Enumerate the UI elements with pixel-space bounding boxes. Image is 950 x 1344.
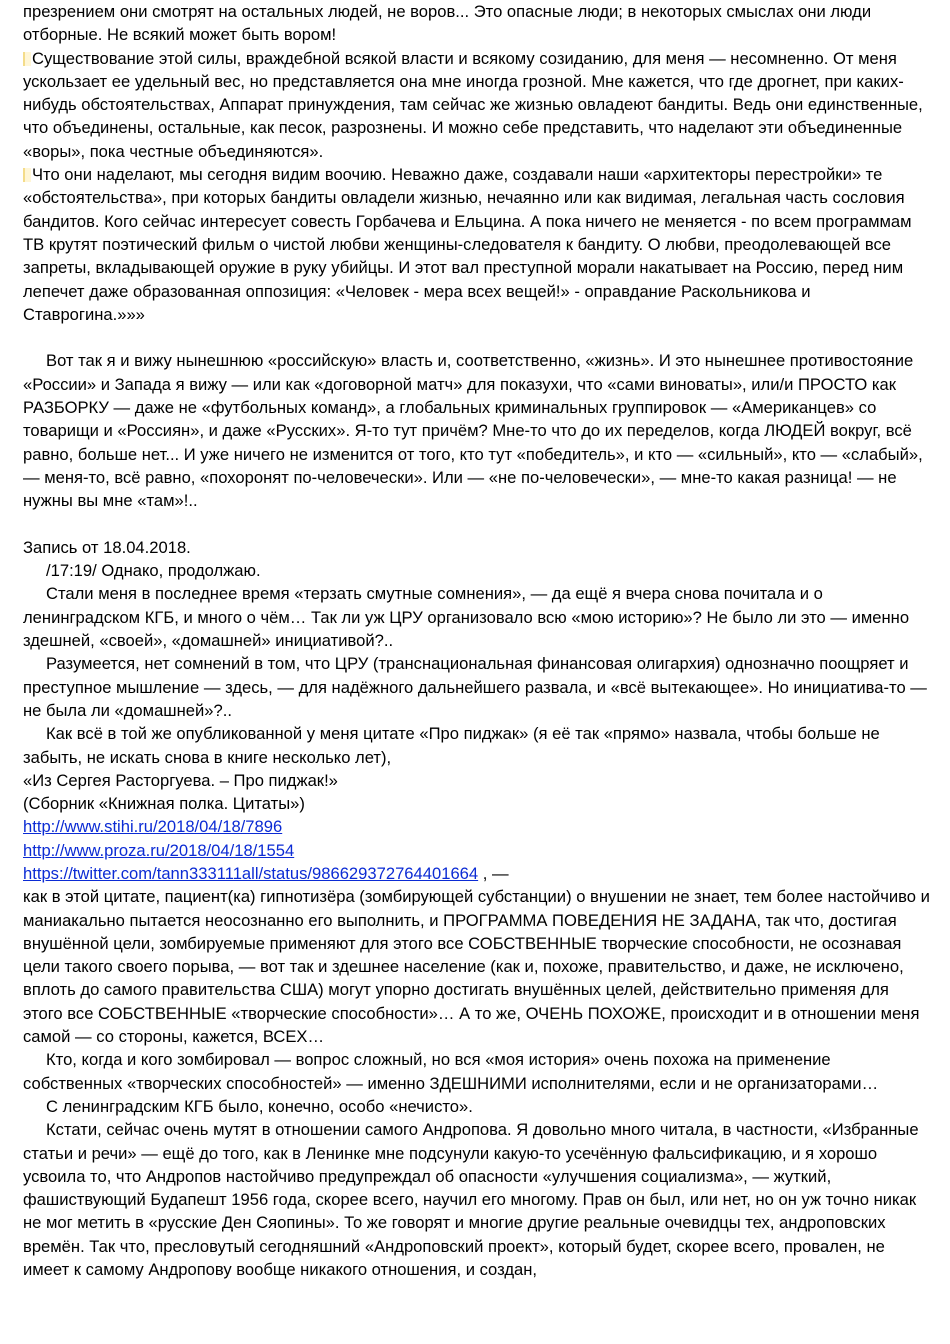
entry-date: Запись от 18.04.2018. [23,537,191,557]
link-line [23,839,933,862]
comment-marker-icon[interactable] [23,52,31,66]
paragraph: презрением они смотрят на остальных людей, не воров... Это опасные люди; в некоторых смыслах они люди отборные. Не всякий может быть вором! [23,2,872,45]
paragraph: как в этой цитате, пациент(ка) гипнотизёра (зомбирующей субстанции) о внушении не знает, тем более настойчиво и маниакально пытается неосознанно его выполнить, и ПРОГРАММА ПОВЕДЕНИЯ НЕ ЗАДАНА, так что, достигая внушённой цели, зомбируемые применяют для этого все СОБСТВЕННЫЕ творческие способности, не осознавая цели такого своего порыва, — вот так и здешнее население (как и, похоже, правительство, и даже, не исключено, вплоть до самого правительства США) могут упорно достигать внушённых целей, действительно применяя для этого все СОБСТВЕННЫЕ «творческие способности»… А то же, ОЧЕНЬ ПОХОЖЕ, происходит и в отношении меня самой — со стороны, кажется, ВСЕХ… [23,887,930,1047]
paragraph-text: Что они наделают, мы сегодня видим воочию. Неважно даже, создавали наши «архитекторы перестройки» те «обстоятельства», при которых бандиты овладели жизнью, нечаянно или как видимая, легальная часть сословия бандитов. Кого сейчас интересует совесть Горбачева и Ельцина. А пока ничего не меняется - по всем программам ТВ крутят поэтический фильм о чистой любви женщины-следователя к бандиту. О любви, преодолевающей все запреты, вкладывающей оружие в руку убийцы. И этот вал преступной морали накатывает на Россию, перед ним лепечет даже образованная оппозиция: «Человек - мера всех вещей!» - оправдание Раскольникова и Ставрогина.»»» [23,165,912,324]
comment-marker-icon[interactable] [23,168,31,182]
document-page [23,0,933,1281]
stihi-link[interactable]: http://www.stihi.ru/2018/04/18/7896 [23,817,283,837]
paragraph: Кстати, сейчас очень мутят в отношении самого Андропова. Я довольно много читала, в частности, «Избранные статьи и речи» — ещё до того, как в Ленинке мне подсунули какую-то усечённую фальсификацию, и я хорошо усвоила то, что Андропов настойчиво предупреждал об опасности «улучшения социализма», — жуткий, фашиствующий Будапешт 1956 года, скорее всего, научил его многому. Прав он был, или нет, но он уж точно никак не мог метить в «русские Ден Сяопины». То же говорят и многие другие реальные очевидцы тех, андроповских времён. Так что, пресловутый сегодняшний «Андроповский проект», который будет, скорее всего, провален, не имеет к самому Андропову вообще никакого отношения, и создан, [23,1120,919,1280]
paragraph: Разумеется, нет сомнений в том, что ЦРУ (транснациональная финансовая олигархия) однозначно поощряет и преступное мышление — здесь, — для надёжного дальнейшего развала, и «всё вытекающее». Но инициатива-то — не была ли «домашней»?.. [23,654,927,720]
paragraph: Стали меня в последнее время «терзать смутные сомнения», — да ещё я вчера снова почитала и о ленинградском КГБ, и много о чём… Так ли уж ЦРУ организовало всю «мою историю»? Не было ли это — именно здешней, «своей», «домашней» инициативой?.. [23,584,910,651]
quote-source: (Сборник «Книжная полка. Цитаты») [23,794,305,814]
paragraph: Кто, когда и кого зомбировал — вопрос сложный, но вся «моя история» очень похожа на применение собственных «творческих способностей» — именно ЗДЕШНИМИ исполнителями, если и не организаторами… [23,1050,879,1093]
blank-line [23,326,933,349]
entry-time: /17:19/ Однако, продолжаю. [46,561,261,581]
quote-title: «Из Сергея Расторгуева. – Про пиджак!» [23,770,338,790]
paragraph: Вот так я и вижу нынешнюю «российскую» власть и, соответственно, «жизнь». И это нынешнее противостояние «России» и Запада я вижу — или как «договорной матч» для показухи, что «сами виноваты», или/и ПРОСТО как РАЗБОРКУ — даже не «футбольных команд», а глобальных криминальных группировок — «Американцев» со товарищи и «Россиян», и даже «Русских». Я-то тут причём? Мне-то что до их переделов, когда ЛЮДЕЙ вокруг, всё равно, больше нет... И уже ничего не изменится от того, кто тут «победитель», и кто — «сильный», кто — «слабый», — меня-то, всё равно, «похоронят по-человечески». Или — «не по-человечески», — мне-то какая разница! — не нужны вы мне «там»!.. [23,351,923,511]
paragraph: Как всё в той же опубликованной у меня цитате «Про пиджак» (я её так «прямо» назвала, чтобы больше не забыть, не искать снова в книге несколько лет), [23,724,880,767]
paragraph: С ленинградским КГБ было, конечно, особо «нечисто». [46,1096,473,1116]
link-line [23,815,933,838]
link-suffix: , — [478,863,509,883]
paragraph [23,163,933,326]
proza-link[interactable]: http://www.proza.ru/2018/04/18/1554 [23,840,295,860]
blank-line [23,513,933,536]
paragraph-text: Существование этой силы, враждебной всякой власти и всякому созиданию, для меня — несомненно. От меня ускользает ее удельный вес, но представляется она мне иногда грозной. Мне кажется, что где дрогнет, при каких-нибудь обстоятельствах, Аппарат принуждения, там сейчас же жизнью овладеют бандиты. Ведь они единственные, что объединены, остальные, как песок, разрознены. И можно себе представить, что наделают эти объединенные «воры», пока честные объединяются». [23,48,923,161]
twitter-link[interactable]: https://twitter.com/tann333111all/status/986629372764401664 [23,863,479,883]
paragraph [23,47,933,163]
link-line [23,862,933,885]
